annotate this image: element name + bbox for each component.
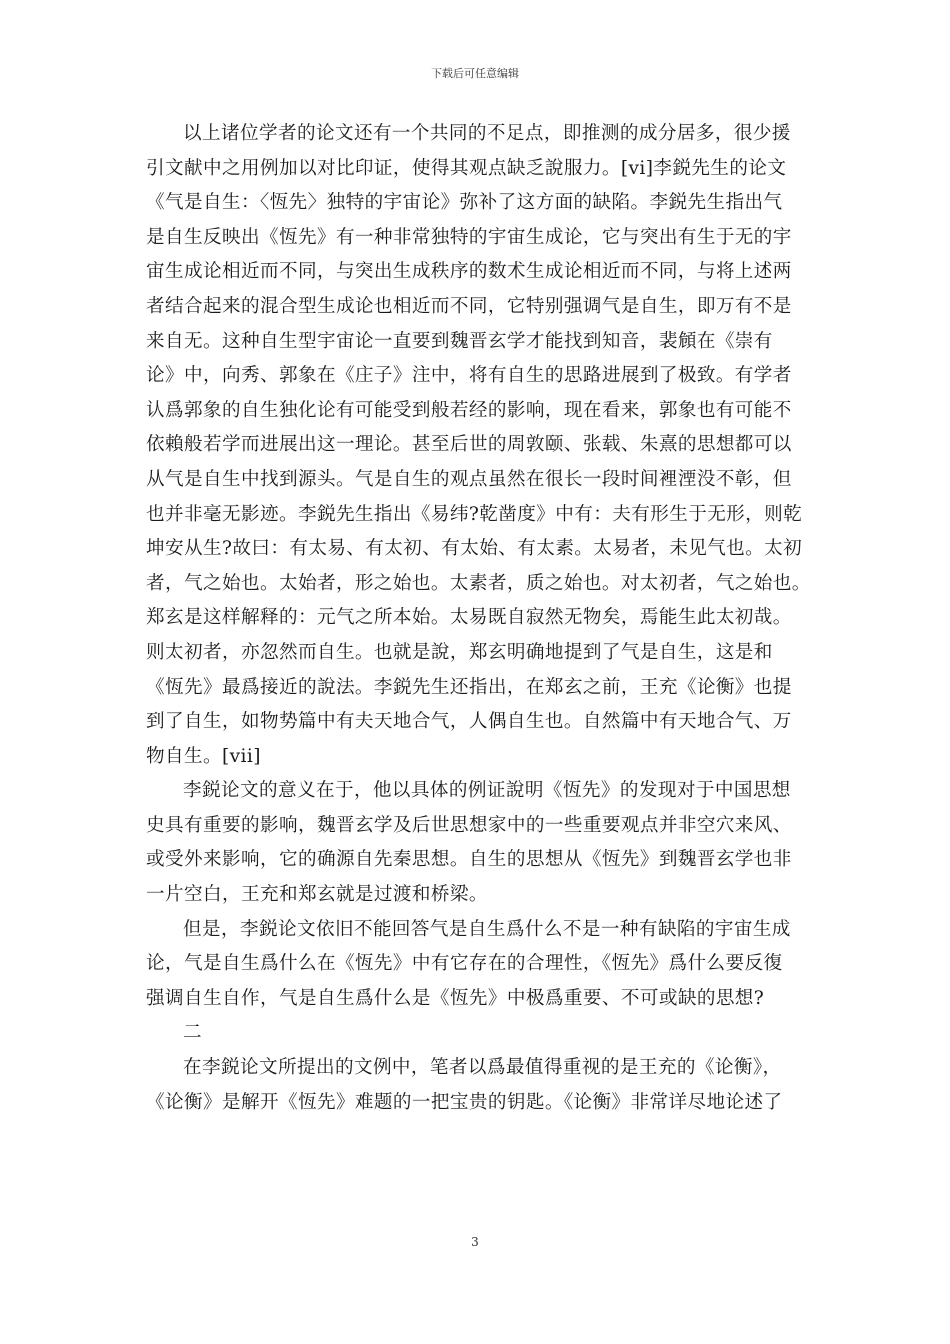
text-line: 依賴般若学而进展出这一理论。甚至后世的周敦颐、张载、朱熹的思想都可以 <box>146 434 792 456</box>
text-line: 者结合起来的混合型生成论也相近而不同，它特别强调气是自生，即万有不是 <box>146 295 792 317</box>
paragraph-1 <box>146 117 811 774</box>
paragraph-4 <box>146 1051 806 1120</box>
text-line: 则太初者，亦忽然而自生。也就是說，郑玄明确地提到了气是自生，这是和 <box>146 641 773 663</box>
body-text <box>146 117 811 1120</box>
text-line: 强调自生自作，气是自生爲什么是《恆先》中极爲重要、不可或缺的思想? <box>146 987 765 1009</box>
text-line: 到了自生，如物势篇中有夫天地合气，人偶自生也。自然篇中有天地合气、万 <box>146 711 792 733</box>
text-line: 《气是自生：〈恆先〉独特的宇宙论》弥补了这方面的缺陷。李鋭先生指出气 <box>146 192 783 214</box>
text-line: 《恆先》最爲接近的說法。李鋭先生还指出，在郑玄之前，王充《论衡》也提 <box>146 676 792 698</box>
text-line: 认爲郭象的自生独化论有可能受到般若经的影响，现在看来，郭象也有可能不 <box>146 399 792 421</box>
text-line: 坤安从生?故曰：有太易、有太初、有太始、有太素。太易者，未见气也。太初 <box>146 538 803 560</box>
page-header: 下载后可任意编辑 <box>431 67 519 80</box>
text-line: 论》中，向秀、郭象在《庄子》注中，将有自生的思路进展到了极致。有学者 <box>146 365 792 387</box>
section-number: 二 <box>183 1022 202 1044</box>
text-line: 是自生反映出《恆先》有一种非常独特的宇宙生成论，它与突出有生于无的宇 <box>146 226 792 248</box>
text-line: 来自无。这种自生型宇宙论一直要到魏晋玄学才能找到知音，裴頠在《崇有 <box>146 330 773 352</box>
page-number: 3 <box>471 1235 479 1249</box>
text-line: 李鋭论文的意义在于，他以具体的例证說明《恆先》的发现对于中国思想 <box>183 780 791 802</box>
text-line: 者，气之始也。太始者，形之始也。太素者，质之始也。对太初者，气之始也。 <box>146 572 811 594</box>
text-line: 也并非毫无影迹。李鋭先生指出《易纬?乾凿度》中有：夫有形生于无形，则乾 <box>146 503 803 525</box>
text-line: 以上诸位学者的论文还有一个共同的不足点，即推测的成分居多，很少援 <box>183 123 791 144</box>
text-line: 在李鋭论文所提出的文例中，笔者以爲最值得重视的是王充的《论衡》， <box>183 1057 782 1079</box>
text-line: 引文献中之用例加以对比印证，使得其观点缺乏說服力。[vi]李鋭先生的论文 <box>146 157 787 179</box>
text-line: 《论衡》是解开《恆先》难题的一把宝贵的钥匙。《论衡》非常详尽地论述了 <box>146 1091 783 1113</box>
text-line: 但是，李鋭论文依旧不能回答气是自生爲什么不是一种有缺陷的宇宙生成 <box>183 918 791 940</box>
text-line: 宙生成论相近而不同，与突出生成秩序的数术生成论相近而不同，与将上述两 <box>146 261 792 283</box>
text-line: 一片空白，王充和郑玄就是过渡和桥梁。 <box>146 884 488 906</box>
text-line: 史具有重要的影响，魏晋玄学及后世思想家中的一些重要观点并非空穴来风、 <box>146 814 792 836</box>
paragraph-2 <box>146 774 806 912</box>
text-line: 或受外来影响，它的确源自先秦思想。自生的思想从《恆先》到魏晋玄学也非 <box>146 849 792 871</box>
text-line: 从气是自生中找到源头。气是自生的观点虽然在很长一段时间裡湮没不彰，但 <box>146 468 792 490</box>
text-line: 物自生。[vii] <box>146 745 261 767</box>
paragraph-3 <box>146 913 806 1017</box>
text-line: 郑玄是这样解释的：元气之所本始。太易既自寂然无物矣，焉能生此太初哉。 <box>146 607 792 629</box>
section-heading <box>146 1016 806 1051</box>
text-line: 论，气是自生爲什么在《恆先》中有它存在的合理性，《恆先》爲什么要反復 <box>146 953 783 975</box>
